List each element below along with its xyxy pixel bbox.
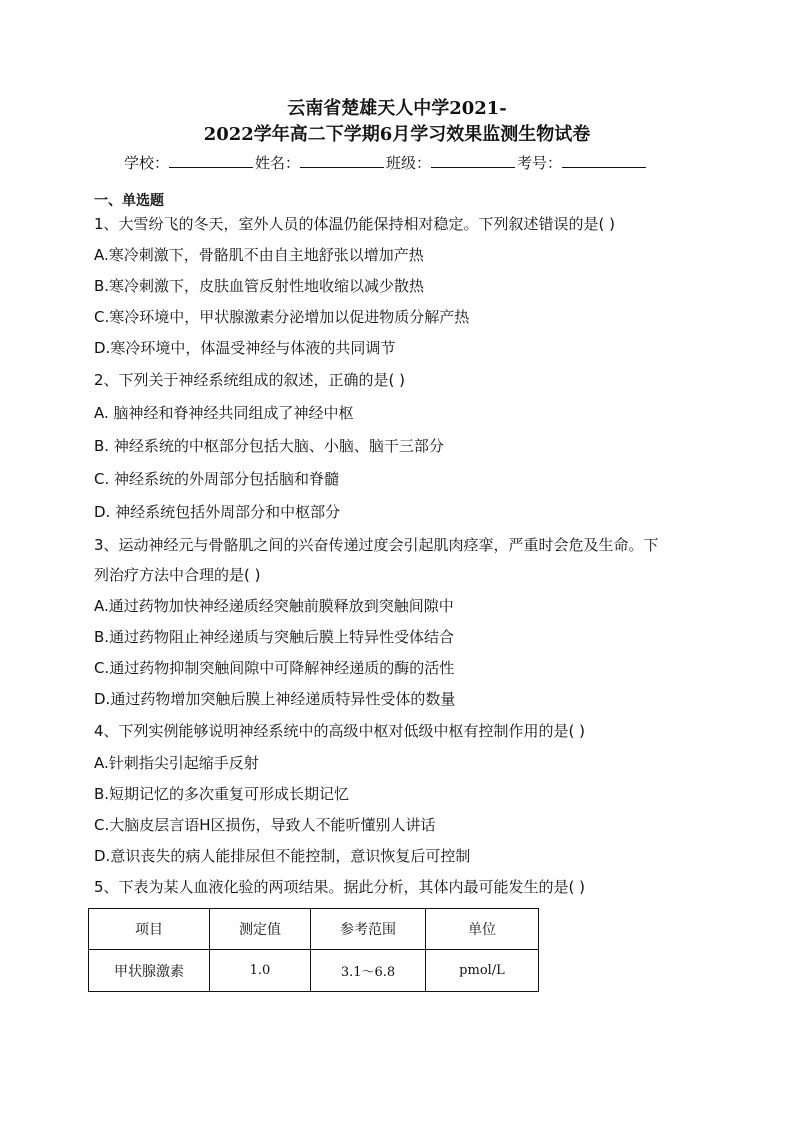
class-label: 班级： (386, 154, 432, 172)
name-label: 姓名： (255, 154, 301, 172)
table-header-item: 项目 (89, 909, 210, 950)
question-5-stem: 5、下表为某人血液化验的两项结果。据此分析，其体内最可能发生的是( ) (94, 878, 586, 896)
table-header-reference: 参考范围 (311, 909, 426, 950)
table-header-measured: 测定值 (210, 909, 311, 950)
question-1-stem: 1、大雪纷飞的冬天，室外人员的体温仍能保持相对稳定。下列叙述错误的是( ) (94, 215, 616, 233)
student-info-row (124, 152, 648, 173)
question-3-stem-line-2: 列治疗方法中合理的是( ) (94, 566, 261, 584)
question-2-option-d: D. 神经系统包括外周部分和中枢部分 (94, 503, 341, 521)
question-4-option-b: B.短期记忆的多次重复可形成长期记忆 (94, 785, 350, 803)
blood-test-table (88, 908, 539, 992)
name-blank[interactable] (300, 152, 384, 168)
question-1-option-a: A.寒冷刺激下，骨骼肌不由自主地舒张以增加产热 (94, 246, 424, 264)
question-3-option-a: A.通过药物加快神经递质经突触前膜释放到突触间隙中 (94, 597, 454, 615)
exam-number-label: 考号： (517, 154, 563, 172)
question-2-option-b: B. 神经系统的中枢部分包括大脑、小脑、脑干三部分 (94, 437, 444, 455)
school-blank[interactable] (169, 152, 253, 168)
table-cell-unit: pmol/L (426, 950, 539, 992)
table-cell-measured: 1.0 (210, 950, 311, 992)
question-4-option-c: C.大脑皮层言语H区损伤，导致人不能听懂别人讲话 (94, 816, 436, 834)
question-4-option-a: A.针刺指尖引起缩手反射 (94, 754, 259, 772)
question-2-stem: 2、下列关于神经系统组成的叙述，正确的是( ) (94, 371, 406, 389)
school-label: 学校： (124, 154, 170, 172)
question-4-option-d: D.意识丧失的病人能排尿但不能控制，意识恢复后可控制 (94, 847, 471, 865)
exam-title-line-1: 云南省楚雄天人中学2021- (287, 98, 507, 119)
table-cell-item: 甲状腺激素 (89, 950, 210, 992)
table-header-unit: 单位 (426, 909, 539, 950)
question-2-option-c: C. 神经系统的外周部分包括脑和脊髓 (94, 470, 340, 488)
section-title: 一、单选题 (94, 193, 164, 209)
exam-number-blank[interactable] (562, 152, 646, 168)
question-1-option-b: B.寒冷刺激下，皮肤血管反射性地收缩以减少散热 (94, 277, 425, 295)
table-header-row (89, 909, 539, 950)
question-1-option-c: C.寒冷环境中，甲状腺激素分泌增加以促进物质分解产热 (94, 308, 470, 326)
question-3-option-b: B.通过药物阻止神经递质与突触后膜上特异性受体结合 (94, 628, 455, 646)
table-row (89, 950, 539, 992)
question-3-option-d: D.通过药物增加突触后膜上神经递质特异性受体的数量 (94, 690, 456, 708)
exam-title-line-2: 2022学年高二下学期6月学习效果监测生物试卷 (203, 124, 591, 145)
question-4-stem: 4、下列实例能够说明神经系统中的高级中枢对低级中枢有控制作用的是( ) (94, 722, 586, 740)
class-blank[interactable] (431, 152, 515, 168)
question-1-option-d: D.寒冷环境中，体温受神经与体液的共同调节 (94, 339, 396, 357)
question-2-option-a: A. 脑神经和脊神经共同组成了神经中枢 (94, 404, 354, 422)
question-3-stem-line-1: 3、运动神经元与骨骼肌之间的兴奋传递过度会引起肌肉痉挛，严重时会危及生命。下 (94, 536, 659, 554)
question-3-option-c: C.通过药物抑制突触间隙中可降解神经递质的酶的活性 (94, 659, 455, 677)
table-cell-reference: 3.1～6.8 (311, 950, 426, 992)
